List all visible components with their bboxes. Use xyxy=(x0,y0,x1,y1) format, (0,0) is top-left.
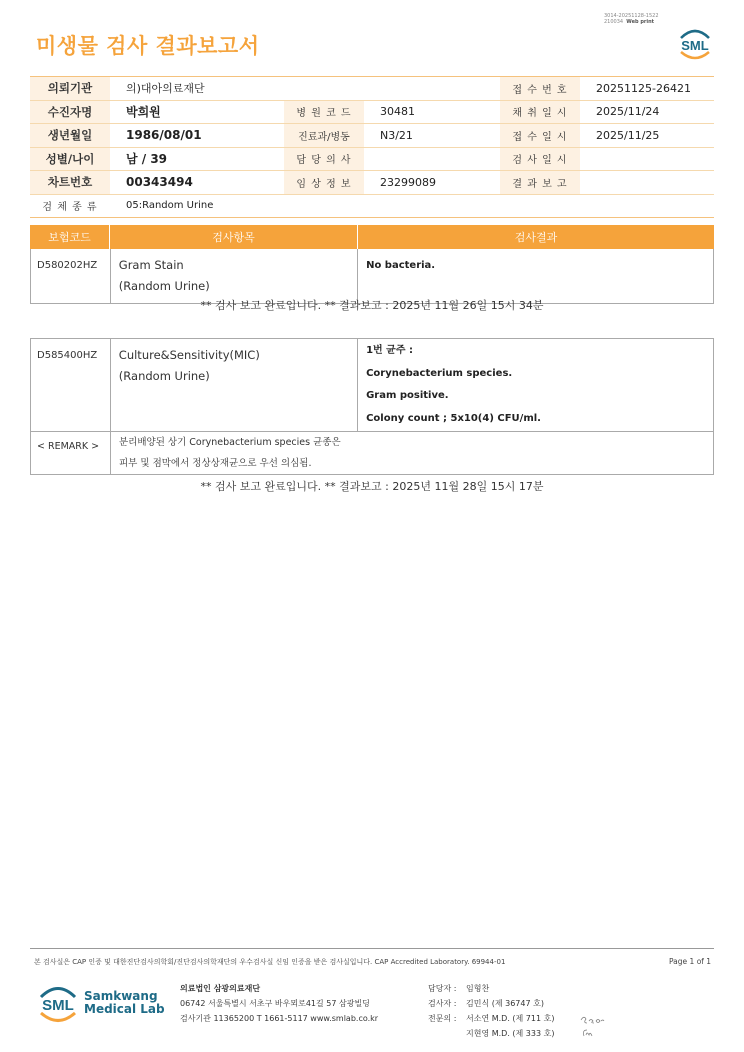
info-value: N3/21 xyxy=(380,128,413,142)
sml-logo-icon xyxy=(676,26,714,62)
info-row xyxy=(30,148,714,172)
table-header xyxy=(30,225,714,249)
info-label: 검 체 종 류 xyxy=(30,195,110,218)
info-label: 생년월일 xyxy=(30,124,110,147)
info-label: 채 취 일 시 xyxy=(500,101,580,124)
info-value: 남 / 39 xyxy=(126,152,168,167)
info-row xyxy=(30,101,714,125)
specimen-value: 05:Random Urine xyxy=(126,200,214,212)
report-complete-2: ** 검사 보고 완료입니다. ** 결과보고 : 2025년 11월 28일 15시 17분 xyxy=(200,480,544,493)
table-row xyxy=(30,249,714,304)
remark-label: < REMARK > xyxy=(31,432,111,474)
info-label: 병 원 코 드 xyxy=(284,101,364,124)
info-label xyxy=(284,77,364,100)
test-item: Culture&Sensitivity(MIC) (Random Urine) xyxy=(111,339,358,431)
insurance-code: D580202HZ xyxy=(31,249,111,303)
insurance-code: D585400HZ xyxy=(31,339,111,431)
print-reference: 3014-20251128-1522 210034 Web print xyxy=(604,13,659,25)
info-value: 의)대아의료재단 xyxy=(126,82,205,96)
info-value: 00343494 xyxy=(126,175,193,190)
test-result: No bacteria. xyxy=(366,260,436,271)
info-value xyxy=(364,77,500,100)
organization-info: 의료법인 삼광의료재단 06742 서울특별시 서초구 바우뫼로41길 57 삼광빌딩 검사기관 11365200 T 1661-5117 www.smlab.co.kr xyxy=(180,984,379,1023)
info-value: 30481 xyxy=(380,105,415,119)
logo-wordmark: SML xyxy=(42,997,74,1014)
info-value: 2025/11/24 xyxy=(596,105,660,119)
info-value: 박희원 xyxy=(126,105,161,120)
info-label: 수진자명 xyxy=(30,101,110,124)
header-result: 검사결과 xyxy=(514,231,558,244)
info-value: 20251125-26421 xyxy=(596,81,691,95)
info-value: 23299089 xyxy=(380,175,436,189)
info-label: 진료과/병동 xyxy=(284,124,364,147)
info-row xyxy=(30,77,714,101)
table-row xyxy=(30,338,714,432)
footer-divider xyxy=(30,948,714,949)
info-label: 차트번호 xyxy=(30,171,110,194)
info-label: 검 사 일 시 xyxy=(500,148,580,171)
staff-signatures: 담당자 : 임형찬 검사자 : 김민식 (제 36747 호) 전문의 : 서소연 M.D. (제 711 호) 지현영 M.D. (제 333 호) xyxy=(428,984,555,1038)
info-row xyxy=(30,171,714,195)
samkwang-logo-icon xyxy=(36,982,80,1026)
info-label: 담 당 의 사 xyxy=(284,148,364,171)
accreditation-note: 본 검사실은 CAP 인증 및 대한진단검사의학회/진단검사의학재단의 우수검사실 신임 인증을 받은 검사실입니다. CAP Accredited Laboratory. 69944-01 xyxy=(34,958,506,966)
info-label: 결 과 보 고 xyxy=(500,171,580,194)
footer-brand: Samkwang Medical Lab xyxy=(84,989,165,1016)
page-title: 미생물 검사 결과보고서 xyxy=(36,34,260,58)
info-label: 의뢰기관 xyxy=(30,77,110,100)
patient-info-table xyxy=(30,76,714,218)
info-value: 2025/11/25 xyxy=(596,128,660,142)
info-value xyxy=(580,171,714,194)
info-label: 임 상 정 보 xyxy=(284,171,364,194)
result-table-1 xyxy=(30,225,714,304)
header-item: 검사항목 xyxy=(110,225,358,249)
page-number: Page 1 of 1 xyxy=(669,957,712,966)
info-label: 접 수 일 시 xyxy=(500,124,580,147)
report-complete-1: ** 검사 보고 완료입니다. ** 결과보고 : 2025년 11월 26일 15시 34분 xyxy=(200,299,544,312)
remark-row xyxy=(30,432,714,475)
info-value: 1986/08/01 xyxy=(126,128,202,143)
info-label: 성별/나이 xyxy=(30,148,110,171)
result-table-2 xyxy=(30,338,714,475)
logo-wordmark: SML xyxy=(681,38,709,53)
handwritten-signature-icon xyxy=(578,1011,608,1041)
test-result: 1번 균주 : Corynebacterium species. Gram positive. Colony count ; 5x10(4) CFU/ml. xyxy=(366,345,541,424)
remark-text: 분리배양된 상기 Corynebacterium species 균종은 피부 및 점막에서 정상상재균으로 우선 의심됨. xyxy=(119,437,341,469)
info-label: 접 수 번 호 xyxy=(500,77,580,100)
info-value xyxy=(364,148,500,171)
info-row-specimen xyxy=(30,195,714,219)
info-value xyxy=(580,148,714,171)
test-item: Gram Stain (Random Urine) xyxy=(111,249,358,303)
info-row xyxy=(30,124,714,148)
header-code: 보험코드 xyxy=(30,225,110,249)
